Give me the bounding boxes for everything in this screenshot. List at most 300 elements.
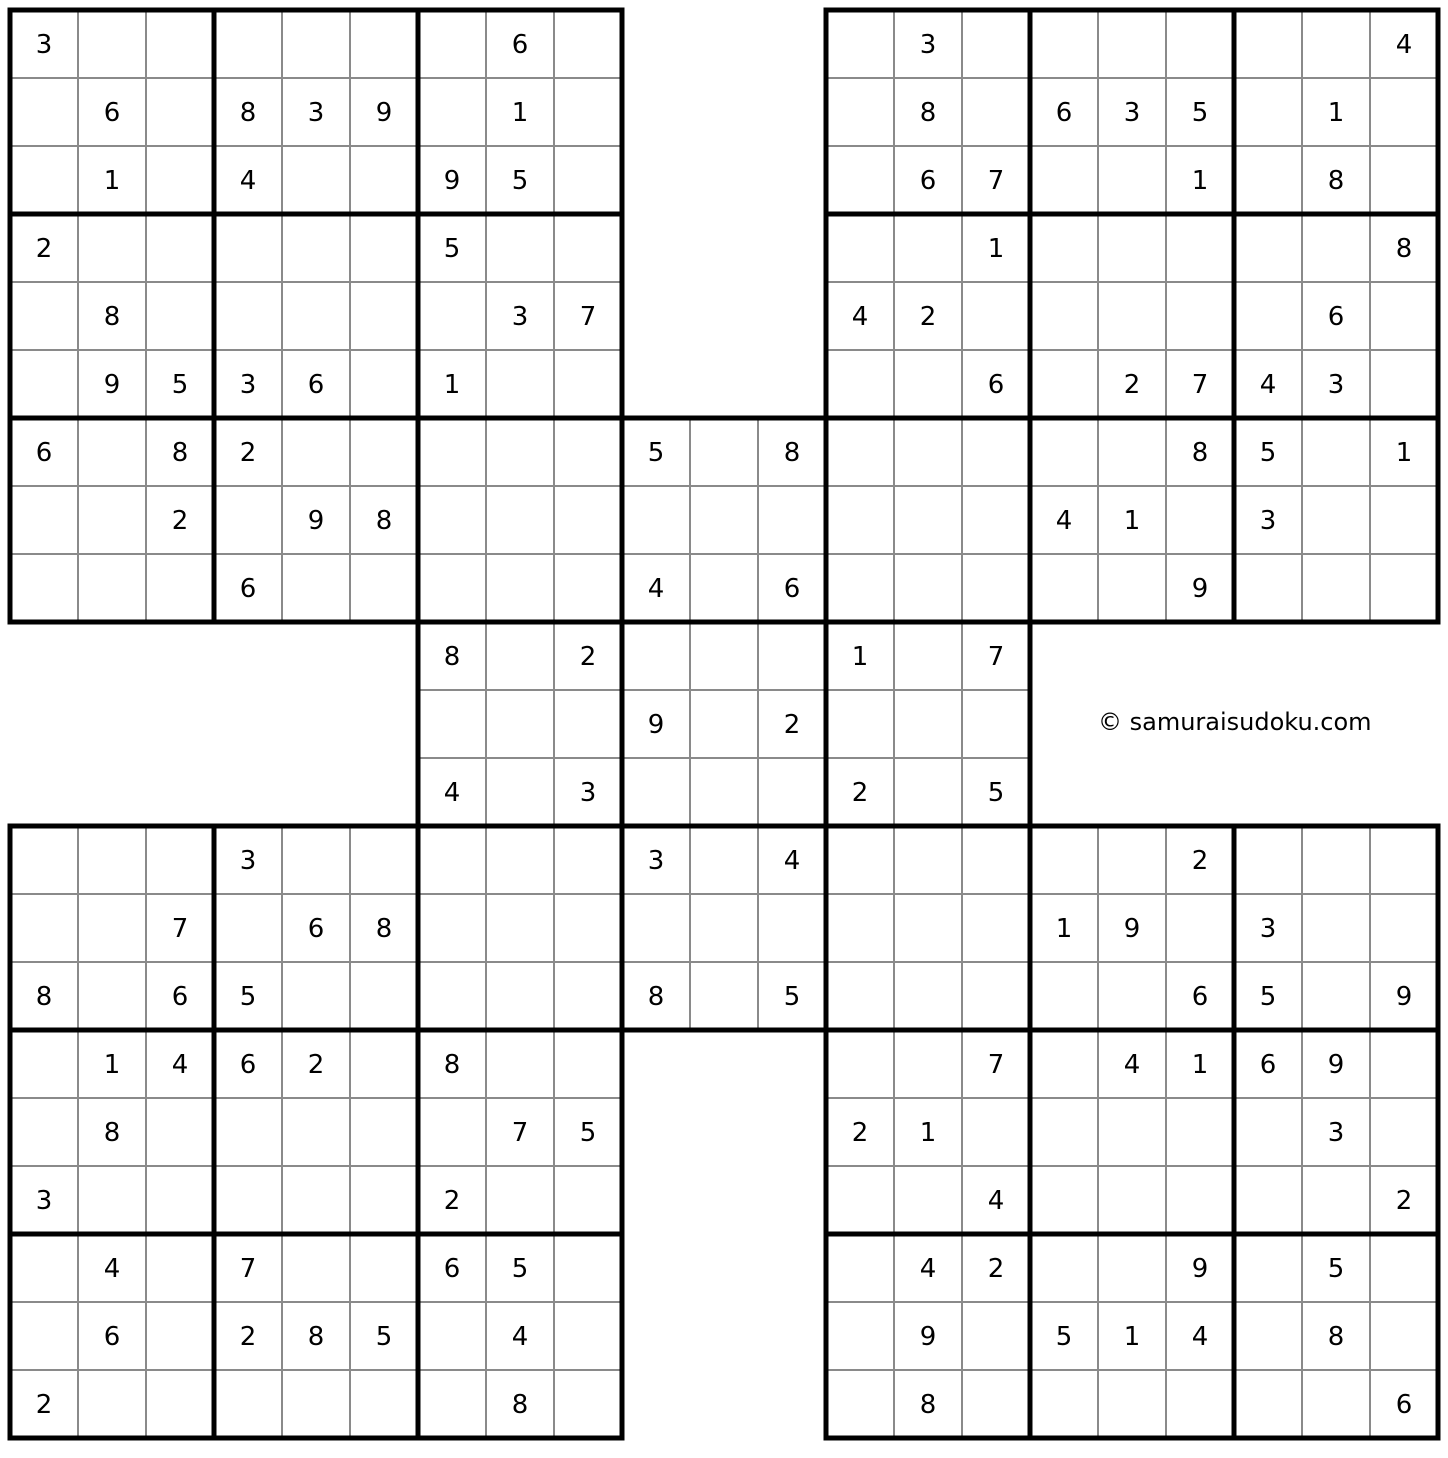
cell[interactable] (1166, 1098, 1234, 1166)
cell[interactable] (1166, 282, 1234, 350)
cell[interactable] (486, 1030, 554, 1098)
cell[interactable] (758, 758, 826, 826)
cell[interactable] (554, 78, 622, 146)
given-digit: 1 (443, 370, 461, 400)
cell[interactable] (690, 690, 758, 758)
given-digit: 6 (1259, 1050, 1277, 1080)
cell[interactable] (10, 350, 78, 418)
cell[interactable] (1302, 214, 1370, 282)
cell[interactable] (1166, 1370, 1234, 1438)
cell[interactable] (1098, 1098, 1166, 1166)
cell[interactable] (418, 554, 486, 622)
cell[interactable] (690, 758, 758, 826)
cell[interactable] (1030, 282, 1098, 350)
cell[interactable] (1370, 826, 1438, 894)
given-digit: 9 (307, 506, 325, 536)
cell[interactable] (826, 894, 894, 962)
cell[interactable] (1030, 1234, 1098, 1302)
cell[interactable] (1234, 78, 1302, 146)
cell[interactable] (146, 554, 214, 622)
cell[interactable] (78, 554, 146, 622)
given-digit: 3 (239, 370, 257, 400)
cell[interactable] (1030, 554, 1098, 622)
cell[interactable] (282, 214, 350, 282)
given-digit: 3 (35, 30, 53, 60)
cell[interactable] (418, 1302, 486, 1370)
cell[interactable] (214, 486, 282, 554)
cell[interactable] (1166, 214, 1234, 282)
cell[interactable] (690, 554, 758, 622)
given-digit: 1 (987, 234, 1005, 264)
cell[interactable] (146, 214, 214, 282)
cell[interactable] (350, 146, 418, 214)
cell[interactable] (282, 146, 350, 214)
cell[interactable] (826, 1234, 894, 1302)
cell[interactable] (10, 894, 78, 962)
given-digit: 7 (987, 1050, 1005, 1080)
cell[interactable] (554, 1302, 622, 1370)
cell[interactable] (826, 214, 894, 282)
cell[interactable] (690, 622, 758, 690)
cell[interactable] (282, 1166, 350, 1234)
cell[interactable] (350, 962, 418, 1030)
cell[interactable] (894, 758, 962, 826)
cell[interactable] (554, 10, 622, 78)
cell[interactable] (1302, 894, 1370, 962)
cell[interactable] (10, 146, 78, 214)
cell[interactable] (1302, 554, 1370, 622)
cell[interactable] (78, 486, 146, 554)
given-digit: 5 (783, 982, 801, 1012)
cell[interactable] (1030, 826, 1098, 894)
cell[interactable] (486, 554, 554, 622)
cell[interactable] (418, 486, 486, 554)
cell[interactable] (486, 350, 554, 418)
cell[interactable] (962, 690, 1030, 758)
cell[interactable] (1234, 1234, 1302, 1302)
cell[interactable] (350, 1370, 418, 1438)
cell[interactable] (962, 894, 1030, 962)
cell[interactable] (350, 10, 418, 78)
cell[interactable] (146, 1302, 214, 1370)
given-digit: 3 (307, 98, 325, 128)
cell[interactable] (1030, 1030, 1098, 1098)
cell[interactable] (146, 1234, 214, 1302)
cell[interactable] (282, 554, 350, 622)
given-digit: 2 (783, 710, 801, 740)
cell[interactable] (1370, 486, 1438, 554)
cell[interactable] (486, 486, 554, 554)
cell[interactable] (486, 1166, 554, 1234)
cell[interactable] (10, 282, 78, 350)
cell[interactable] (826, 554, 894, 622)
given-digit: 6 (1191, 982, 1209, 1012)
given-digit: 2 (987, 1254, 1005, 1284)
cell[interactable] (554, 1234, 622, 1302)
cell[interactable] (350, 214, 418, 282)
given-digit: 8 (35, 982, 53, 1012)
given-digit: 5 (511, 166, 529, 196)
given-digit: 9 (1327, 1050, 1345, 1080)
given-digit: 6 (1327, 302, 1345, 332)
cell[interactable] (146, 282, 214, 350)
cell[interactable] (1098, 282, 1166, 350)
given-digit: 5 (647, 438, 665, 468)
cell[interactable] (282, 282, 350, 350)
cell[interactable] (554, 350, 622, 418)
copyright-credit: © samuraisudoku.com (1098, 708, 1372, 736)
given-digit: 1 (1395, 438, 1413, 468)
cell[interactable] (962, 78, 1030, 146)
cell[interactable] (554, 214, 622, 282)
cell[interactable] (282, 826, 350, 894)
given-digit: 7 (239, 1254, 257, 1284)
cell[interactable] (1098, 1166, 1166, 1234)
cell[interactable] (894, 418, 962, 486)
given-digit: 6 (783, 574, 801, 604)
cell[interactable] (1030, 418, 1098, 486)
cell[interactable] (146, 146, 214, 214)
given-digit: 4 (987, 1186, 1005, 1216)
given-digit: 5 (1259, 982, 1277, 1012)
given-digit: 3 (1123, 98, 1141, 128)
given-digit: 2 (443, 1186, 461, 1216)
given-digit: 2 (35, 1390, 53, 1420)
cell[interactable] (894, 962, 962, 1030)
cell[interactable] (146, 1370, 214, 1438)
cell[interactable] (622, 758, 690, 826)
cell[interactable] (962, 282, 1030, 350)
cell[interactable] (826, 10, 894, 78)
cell[interactable] (826, 1166, 894, 1234)
cell[interactable] (554, 1030, 622, 1098)
given-digit: 2 (1395, 1186, 1413, 1216)
cell[interactable] (10, 1234, 78, 1302)
cell[interactable] (826, 486, 894, 554)
given-digit: 9 (1123, 914, 1141, 944)
cell[interactable] (1030, 962, 1098, 1030)
given-digit: 3 (1259, 506, 1277, 536)
given-digit: 8 (919, 1390, 937, 1420)
cell[interactable] (146, 78, 214, 146)
cell[interactable] (78, 826, 146, 894)
cell[interactable] (1302, 486, 1370, 554)
cell[interactable] (10, 554, 78, 622)
cell[interactable] (1234, 146, 1302, 214)
cell[interactable] (350, 1030, 418, 1098)
cell[interactable] (1370, 1302, 1438, 1370)
cell[interactable] (962, 1302, 1030, 1370)
cell[interactable] (962, 962, 1030, 1030)
cell[interactable] (554, 826, 622, 894)
cell[interactable] (622, 894, 690, 962)
cell[interactable] (418, 690, 486, 758)
cell[interactable] (1302, 962, 1370, 1030)
cell[interactable] (214, 10, 282, 78)
cell[interactable] (486, 894, 554, 962)
given-digit: 3 (579, 778, 597, 808)
cell[interactable] (1098, 10, 1166, 78)
cell[interactable] (418, 10, 486, 78)
given-digit: 1 (919, 1118, 937, 1148)
cell[interactable] (826, 350, 894, 418)
cell[interactable] (962, 1098, 1030, 1166)
cell[interactable] (282, 1234, 350, 1302)
cell[interactable] (690, 962, 758, 1030)
cell[interactable] (554, 554, 622, 622)
cell[interactable] (486, 690, 554, 758)
cell[interactable] (1098, 214, 1166, 282)
cell[interactable] (622, 622, 690, 690)
cell[interactable] (690, 418, 758, 486)
cell[interactable] (486, 418, 554, 486)
given-digit: 8 (171, 438, 189, 468)
given-digit: 9 (1191, 1254, 1209, 1284)
cell[interactable] (1234, 214, 1302, 282)
given-digit: 9 (647, 710, 665, 740)
cell[interactable] (1166, 10, 1234, 78)
cell[interactable] (1098, 962, 1166, 1030)
cell[interactable] (418, 962, 486, 1030)
cell[interactable] (1370, 282, 1438, 350)
given-digit: 7 (171, 914, 189, 944)
cell[interactable] (1234, 1098, 1302, 1166)
cell[interactable] (418, 78, 486, 146)
cell[interactable] (1030, 1166, 1098, 1234)
cell[interactable] (690, 894, 758, 962)
given-digit: 7 (579, 302, 597, 332)
cell[interactable] (758, 622, 826, 690)
cell[interactable] (962, 418, 1030, 486)
cell[interactable] (1030, 10, 1098, 78)
cell[interactable] (78, 10, 146, 78)
cell[interactable] (146, 10, 214, 78)
cell[interactable] (78, 1370, 146, 1438)
cell[interactable] (894, 1030, 962, 1098)
cell[interactable] (418, 282, 486, 350)
cell[interactable] (1370, 894, 1438, 962)
cell[interactable] (894, 894, 962, 962)
cell[interactable] (690, 486, 758, 554)
cell[interactable] (1370, 554, 1438, 622)
cell[interactable] (78, 418, 146, 486)
cell[interactable] (826, 1030, 894, 1098)
cell[interactable] (1370, 350, 1438, 418)
cell[interactable] (214, 1098, 282, 1166)
given-digit: 6 (511, 30, 529, 60)
cell[interactable] (554, 418, 622, 486)
cell[interactable] (622, 486, 690, 554)
cell[interactable] (1098, 826, 1166, 894)
cell[interactable] (1234, 1370, 1302, 1438)
given-digit: 8 (375, 914, 393, 944)
cell[interactable] (962, 1370, 1030, 1438)
cell[interactable] (10, 1030, 78, 1098)
cell[interactable] (10, 1098, 78, 1166)
given-digit: 5 (1191, 98, 1209, 128)
cell[interactable] (554, 146, 622, 214)
cell[interactable] (1370, 1098, 1438, 1166)
cell[interactable] (350, 1098, 418, 1166)
given-digit: 3 (511, 302, 529, 332)
given-digit: 5 (443, 234, 461, 264)
cell[interactable] (78, 894, 146, 962)
cell[interactable] (894, 826, 962, 894)
cell[interactable] (78, 1166, 146, 1234)
cell[interactable] (1302, 1166, 1370, 1234)
given-digit: 2 (1123, 370, 1141, 400)
given-digit: 4 (239, 166, 257, 196)
cell[interactable] (146, 1098, 214, 1166)
cell[interactable] (826, 1370, 894, 1438)
cell[interactable] (350, 554, 418, 622)
cell[interactable] (894, 486, 962, 554)
cell[interactable] (214, 282, 282, 350)
cell[interactable] (282, 418, 350, 486)
cell[interactable] (282, 10, 350, 78)
cell[interactable] (1234, 1302, 1302, 1370)
cell[interactable] (554, 486, 622, 554)
cell[interactable] (350, 1234, 418, 1302)
cell[interactable] (554, 1166, 622, 1234)
cell[interactable] (1234, 282, 1302, 350)
cell[interactable] (350, 1166, 418, 1234)
cell[interactable] (282, 1098, 350, 1166)
cell[interactable] (1370, 78, 1438, 146)
cell[interactable] (826, 1302, 894, 1370)
cell[interactable] (826, 78, 894, 146)
cell[interactable] (1098, 1234, 1166, 1302)
cell[interactable] (894, 214, 962, 282)
given-digit: 1 (511, 98, 529, 128)
cell[interactable] (1030, 214, 1098, 282)
cell[interactable] (350, 282, 418, 350)
cell[interactable] (1030, 350, 1098, 418)
cell[interactable] (1302, 418, 1370, 486)
cell[interactable] (78, 962, 146, 1030)
cell[interactable] (894, 690, 962, 758)
given-digit: 3 (1259, 914, 1277, 944)
given-digit: 9 (375, 98, 393, 128)
cell[interactable] (1166, 1166, 1234, 1234)
cell[interactable] (1098, 1370, 1166, 1438)
cell[interactable] (1370, 146, 1438, 214)
cell[interactable] (214, 894, 282, 962)
cell[interactable] (282, 962, 350, 1030)
cell[interactable] (10, 826, 78, 894)
cell[interactable] (894, 350, 962, 418)
cell[interactable] (1030, 1098, 1098, 1166)
cell[interactable] (1302, 10, 1370, 78)
cell[interactable] (1030, 1370, 1098, 1438)
given-digit: 7 (511, 1118, 529, 1148)
given-digit: 5 (511, 1254, 529, 1284)
cell[interactable] (1234, 10, 1302, 78)
cell[interactable] (350, 350, 418, 418)
cell[interactable] (1166, 486, 1234, 554)
cell[interactable] (1030, 146, 1098, 214)
given-digit: 4 (1395, 30, 1413, 60)
cell[interactable] (1098, 418, 1166, 486)
cell[interactable] (1234, 554, 1302, 622)
cell[interactable] (826, 962, 894, 1030)
cell[interactable] (418, 418, 486, 486)
cell[interactable] (146, 1166, 214, 1234)
cell[interactable] (1234, 826, 1302, 894)
cell[interactable] (554, 962, 622, 1030)
given-digit: 6 (307, 370, 325, 400)
cell[interactable] (418, 826, 486, 894)
cell[interactable] (1234, 1166, 1302, 1234)
cell[interactable] (554, 1370, 622, 1438)
cell[interactable] (486, 622, 554, 690)
cell[interactable] (78, 214, 146, 282)
cell[interactable] (554, 894, 622, 962)
cell[interactable] (962, 10, 1030, 78)
cell[interactable] (350, 826, 418, 894)
cell[interactable] (1302, 826, 1370, 894)
cell[interactable] (554, 690, 622, 758)
cell[interactable] (10, 78, 78, 146)
cell[interactable] (418, 894, 486, 962)
given-digit: 6 (239, 1050, 257, 1080)
cell[interactable] (146, 826, 214, 894)
cell[interactable] (214, 1166, 282, 1234)
cell[interactable] (962, 486, 1030, 554)
given-digit: 4 (1123, 1050, 1141, 1080)
cell[interactable] (282, 1370, 350, 1438)
cell[interactable] (1098, 146, 1166, 214)
given-digit: 8 (1327, 1322, 1345, 1352)
cell[interactable] (1098, 554, 1166, 622)
given-digit: 4 (647, 574, 665, 604)
cell[interactable] (486, 758, 554, 826)
given-digit: 8 (443, 642, 461, 672)
cell[interactable] (894, 622, 962, 690)
given-digit: 6 (103, 1322, 121, 1352)
cell[interactable] (758, 894, 826, 962)
cell[interactable] (758, 486, 826, 554)
given-digit: 1 (1191, 1050, 1209, 1080)
cell[interactable] (214, 1370, 282, 1438)
cell[interactable] (962, 826, 1030, 894)
given-digit: 6 (919, 166, 937, 196)
cell[interactable] (894, 1166, 962, 1234)
cell[interactable] (826, 826, 894, 894)
cell[interactable] (826, 146, 894, 214)
cell[interactable] (690, 826, 758, 894)
cell[interactable] (214, 214, 282, 282)
cell[interactable] (1302, 1370, 1370, 1438)
cell[interactable] (1166, 894, 1234, 962)
cell[interactable] (486, 962, 554, 1030)
cell[interactable] (1370, 1030, 1438, 1098)
cell[interactable] (1370, 1234, 1438, 1302)
given-digit: 5 (1327, 1254, 1345, 1284)
cell[interactable] (418, 1098, 486, 1166)
given-digit: 4 (511, 1322, 529, 1352)
cell[interactable] (962, 554, 1030, 622)
cell[interactable] (486, 826, 554, 894)
cell[interactable] (894, 554, 962, 622)
cell[interactable] (826, 690, 894, 758)
cell[interactable] (486, 214, 554, 282)
cell[interactable] (826, 418, 894, 486)
cell[interactable] (418, 1370, 486, 1438)
cell[interactable] (10, 486, 78, 554)
cell[interactable] (350, 418, 418, 486)
cell[interactable] (10, 1302, 78, 1370)
